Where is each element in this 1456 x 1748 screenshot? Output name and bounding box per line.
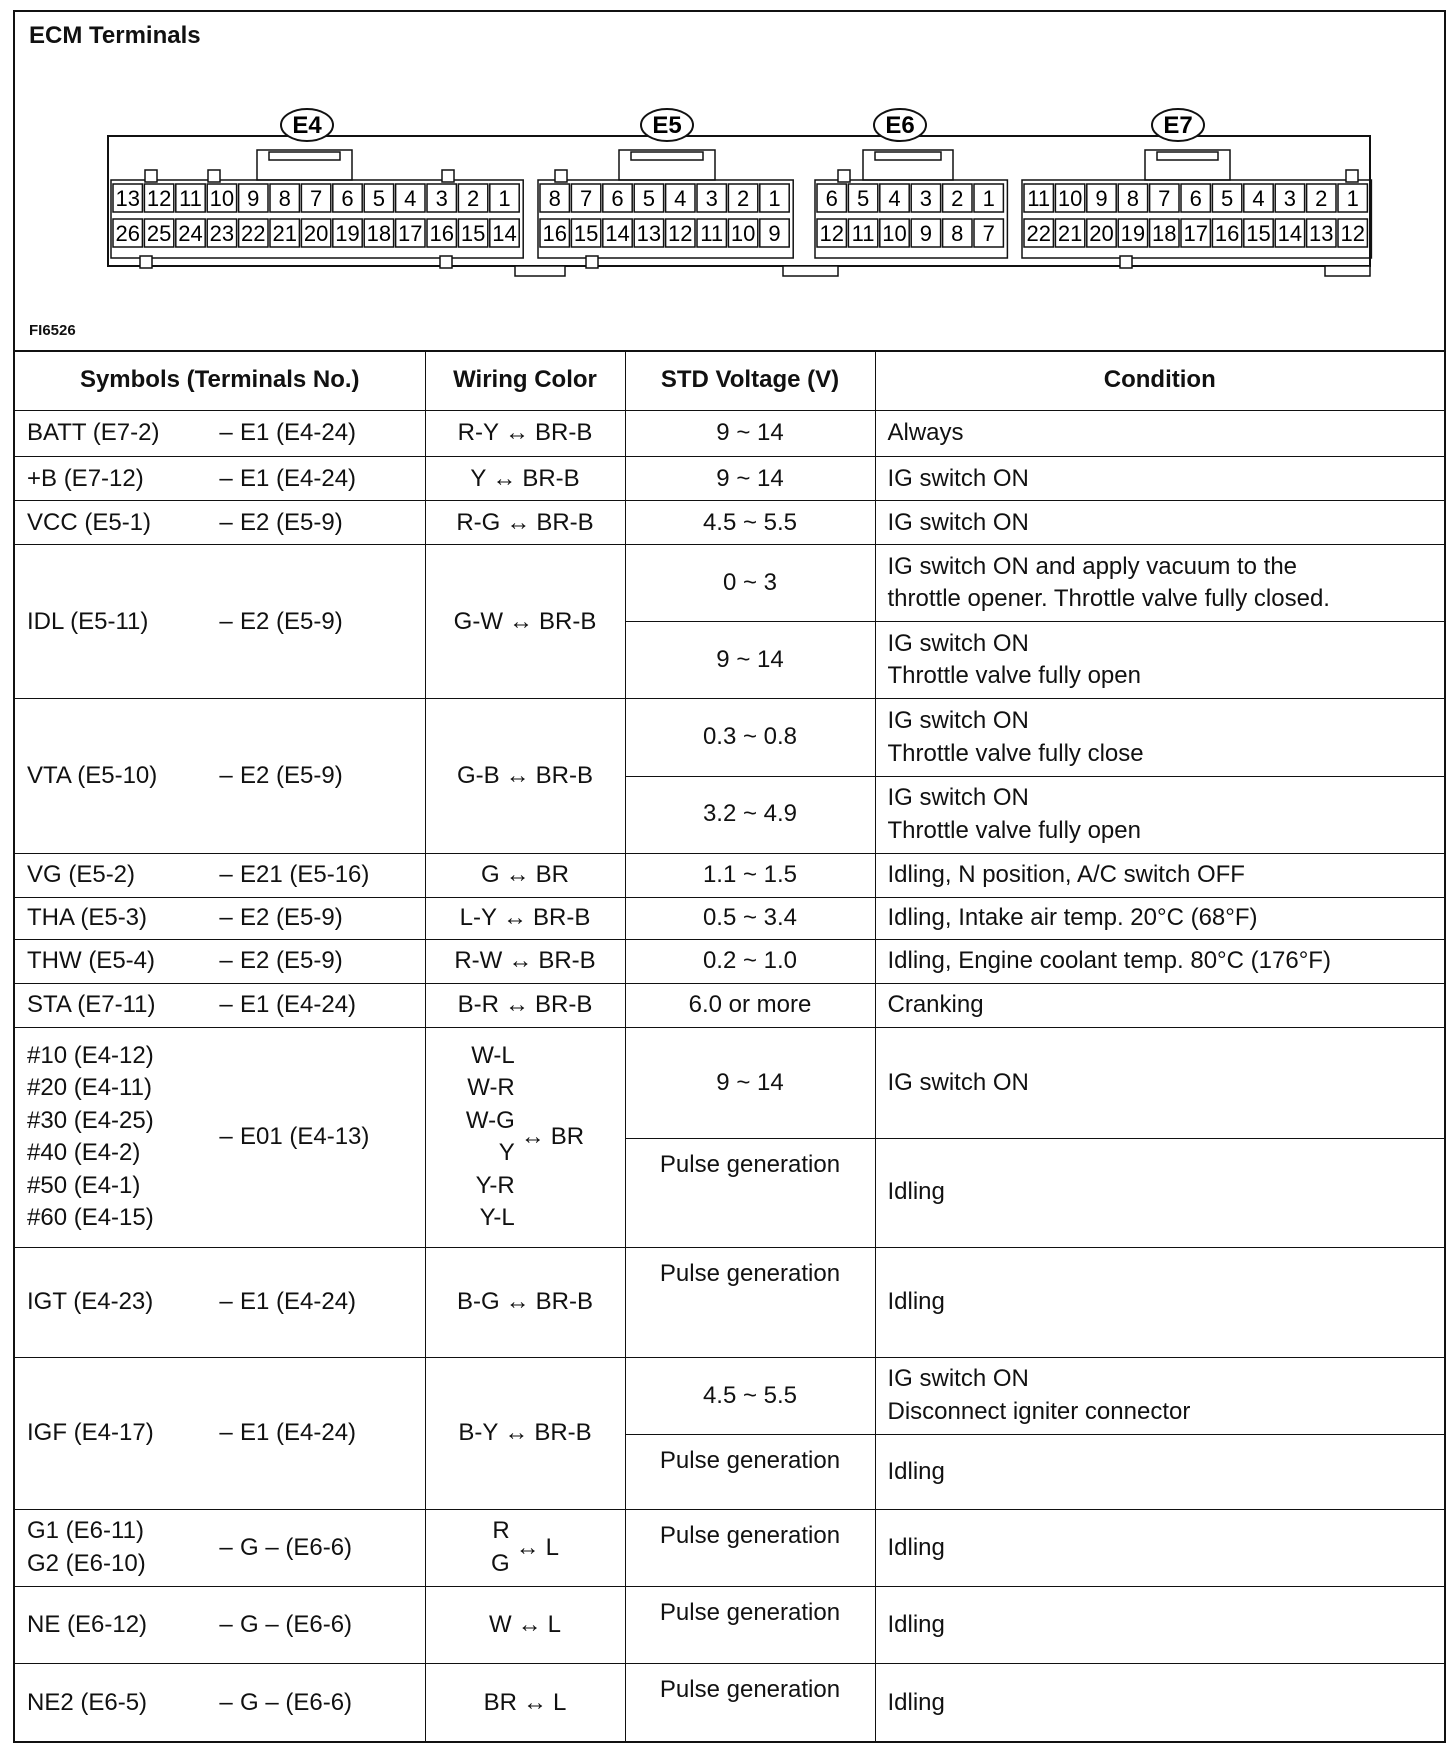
table-row: VG (E5-2) – E21 (E5-16) G ↔ BR 1.1 ~ 1.5 Idling, N position, A/C switch OFF [15, 853, 1444, 897]
condition: IG switch ON [875, 501, 1444, 545]
condition: Always [875, 411, 1444, 457]
ground-terminal: E2 (E5-9) [240, 761, 343, 789]
table-row: NE2 (E6-5) – G – (E6-6) BR ↔ L Pulse generation Idling [15, 1664, 1444, 1743]
ground-terminal: E2 (E5-9) [240, 904, 343, 932]
std-voltage: 9 ~ 14 [625, 1027, 875, 1138]
terminal-spec-table [15, 350, 1444, 1743]
wire-color: B-G [456, 1287, 500, 1315]
connector-svg [15, 12, 1444, 312]
wire-color: Y-R [475, 1171, 515, 1199]
pin-number: 10 [1057, 186, 1083, 211]
table-row: BATT (E7-2) – E1 (E4-24) R-Y ↔ BR-B 9 ~ 14 Always [15, 411, 1444, 457]
housing-lug [440, 256, 452, 268]
pin-number: 19 [1120, 221, 1146, 246]
pin-number: 5 [856, 186, 870, 211]
connector-label: E7 [1163, 112, 1193, 139]
std-voltage: 3.2 ~ 4.9 [625, 776, 875, 853]
arrow-icon: ↔ [515, 1533, 540, 1561]
pin-number: 6 [341, 186, 354, 211]
pin-number: 3 [1283, 186, 1297, 211]
condition: Idling [875, 1664, 1444, 1743]
pin-number: 11 [179, 186, 202, 211]
arrow-icon: ↔ [508, 947, 533, 975]
housing-lug [208, 170, 220, 182]
pin-number: 21 [1057, 221, 1083, 246]
std-voltage: 0.2 ~ 1.0 [625, 939, 875, 983]
table-row: THA (E5-3) – E2 (E5-9) L-Y ↔ BR-B 0.5 ~ 3.4 Idling, Intake air temp. 20°C (68°F) [15, 897, 1444, 939]
arrow-icon: ↔ [505, 1287, 530, 1315]
condition: IG switch ON [887, 1365, 1029, 1393]
pin-number: 15 [573, 221, 599, 246]
terminal-symbol: THW (E5-4) [27, 947, 155, 975]
pin-number: 4 [1252, 186, 1265, 211]
wire-color: Y [470, 464, 487, 492]
std-voltage: Pulse generation [625, 1138, 875, 1247]
condition: Throttle valve fully close [887, 739, 1144, 767]
pin-number: 22 [1026, 221, 1051, 246]
terminal-symbol: VCC (E5-1) [27, 508, 152, 536]
arrow-icon: ↔ [505, 991, 529, 1019]
condition: Cranking [875, 983, 1444, 1027]
terminal-symbol: BATT (E7-2) [27, 419, 160, 447]
condition: IG switch ON [875, 1027, 1444, 1138]
table-row: #10 (E4-12) #20 (E4-11) #30 (E4-25) #40 (E4-2) #50 (E4-1) #60 (E4-15) – E01 (E4-13) W-L W-R W-G Y Y-R Y-L ↔ BR 9 ~ 14 IG switch ON [15, 1027, 1444, 1138]
header-condition: Condition [875, 351, 1444, 411]
terminal-symbol: G1 (E6-11) [27, 1517, 144, 1545]
std-voltage: Pulse generation [625, 1586, 875, 1663]
pin-number: 5 [372, 186, 386, 211]
std-voltage: 9 ~ 14 [625, 622, 875, 699]
wire-color: W-G [465, 1106, 515, 1134]
pin-number: 25 [146, 221, 172, 246]
pin-number: 4 [674, 186, 687, 211]
condition: IG switch ON [887, 630, 1029, 657]
table-row: VCC (E5-1) – E2 (E5-9) R-G ↔ BR-B 4.5 ~ 5.5 IG switch ON [15, 501, 1444, 545]
header-symbols: Symbols (Terminals No.) [15, 351, 425, 411]
terminal-symbol: +B (E7-12) [27, 464, 144, 492]
wire-color: R [492, 1517, 510, 1545]
connector-diagram [15, 12, 1444, 352]
std-voltage: 0.5 ~ 3.4 [625, 897, 875, 939]
std-voltage: 4.5 ~ 5.5 [625, 501, 875, 545]
pin-number: 16 [1214, 221, 1240, 246]
connector-latch [875, 152, 941, 160]
condition: Idling [875, 1586, 1444, 1663]
wire-color: R-W [454, 947, 503, 975]
housing-lug [1120, 256, 1132, 268]
arrow-icon: ↔ [505, 861, 530, 889]
terminal-symbol: #60 (E4-15) [27, 1203, 154, 1231]
pin-number: 22 [241, 221, 266, 246]
pin-number: 3 [435, 186, 448, 211]
wire-color: Y [498, 1139, 515, 1167]
connector-latch [631, 152, 703, 160]
std-voltage: 6.0 or more [625, 983, 875, 1027]
std-voltage: 0.3 ~ 0.8 [625, 699, 875, 776]
arrow-icon: ↔ [503, 904, 527, 932]
condition: IG switch ON [887, 784, 1029, 812]
terminal-symbol: IDL (E5-11) [27, 607, 149, 635]
pin-number: 13 [115, 186, 140, 211]
ground-terminal: E1 (E4-24) [240, 419, 357, 447]
table-row: STA (E7-11) – E1 (E4-24) B-R ↔ BR-B 6.0 or more Cranking [15, 983, 1444, 1027]
table-row: IGF (E4-17) – E1 (E4-24) B-Y ↔ BR-B 4.5 ~ 5.5 IG switch ON Disconnect igniter connector [15, 1357, 1444, 1434]
arrow-icon: ↔ [517, 1610, 542, 1638]
header-row [15, 351, 1444, 411]
housing-lug [140, 256, 152, 268]
arrow-icon: ↔ [492, 464, 517, 492]
table-row: VTA (E5-10) – E2 (E5-9) G-B ↔ BR-B 0.3 ~ 0.8 IG switch ON Throttle valve fully close [15, 699, 1444, 776]
table-row: G1 (E6-11) G2 (E6-10) – G – (E6-6) R G ↔ L Pulse generation Idling [15, 1509, 1444, 1586]
ground-terminal: E1 (E4-24) [240, 464, 357, 492]
table-row: +B (E7-12) – E1 (E4-24) Y ↔ BR-B 9 ~ 14 IG switch ON [15, 457, 1444, 501]
ground-terminal: E2 (E5-9) [240, 508, 343, 536]
pin-number: 9 [1095, 186, 1108, 211]
condition: IG switch ON [875, 457, 1444, 501]
pin-number: 14 [1277, 221, 1303, 246]
pin-number: 19 [335, 221, 360, 246]
header-std-voltage: STD Voltage (V) [625, 351, 875, 411]
pin-number: 9 [768, 221, 781, 246]
ground-terminal: G – (E6-6) [240, 1610, 353, 1638]
housing-lug [838, 170, 850, 182]
pin-number: 8 [548, 186, 561, 211]
ecm-terminals-page [13, 10, 1446, 1743]
condition: Throttle valve fully open [887, 816, 1141, 844]
wire-color: R-Y [457, 419, 499, 447]
terminal-symbol: #20 (E4-11) [27, 1074, 152, 1102]
pin-number: 20 [303, 221, 329, 246]
ground-terminal: G – (E6-6) [240, 1689, 353, 1717]
pin-number: 3 [705, 186, 718, 211]
table-row: IGT (E4-23) – E1 (E4-24) B-G ↔ BR-B Pulse generation Idling [15, 1247, 1444, 1357]
pin-number: 21 [272, 221, 297, 246]
pin-number: 12 [668, 221, 693, 246]
wire-color: B-R [457, 991, 499, 1019]
pin-number: 10 [730, 221, 756, 246]
std-voltage: Pulse generation [625, 1434, 875, 1509]
pin-number: 13 [636, 221, 662, 246]
arrow-icon: ↔ [504, 1419, 529, 1447]
std-voltage: 1.1 ~ 1.5 [625, 853, 875, 897]
wire-color: W-R [467, 1074, 515, 1102]
connector-latch [269, 152, 340, 160]
arrow-icon: ↔ [506, 508, 531, 536]
housing-foot [783, 266, 838, 276]
terminal-symbol: VTA (E5-10) [27, 761, 158, 789]
condition: IG switch ON [887, 707, 1029, 735]
housing-lug [586, 256, 598, 268]
pin-number: 2 [736, 186, 750, 211]
pin-number: 10 [209, 186, 235, 211]
housing-lug [442, 170, 454, 182]
terminal-symbol: NE2 (E6-5) [27, 1689, 148, 1717]
terminal-symbol: #40 (E4-2) [27, 1139, 141, 1167]
pin-number: 12 [1340, 221, 1365, 246]
terminal-symbol: #50 (E4-1) [27, 1171, 141, 1199]
ground-terminal: E2 (E5-9) [240, 947, 343, 975]
wire-color: Y-L [479, 1203, 515, 1231]
arrow-icon: ↔ [508, 607, 533, 635]
pin-number: 9 [247, 186, 260, 211]
pin-number: 15 [460, 221, 486, 246]
wire-color: W-L [471, 1042, 515, 1070]
connector-label: E5 [652, 112, 682, 139]
pin-number: 18 [366, 221, 392, 246]
wire-color: BR [483, 1689, 517, 1717]
terminal-symbol: STA (E7-11) [27, 991, 156, 1019]
pin-number: 23 [209, 221, 235, 246]
housing-foot [515, 266, 565, 276]
pin-number: 11 [1027, 186, 1051, 211]
pin-number: 6 [825, 186, 838, 211]
pin-number: 8 [951, 221, 964, 246]
terminal-symbol: #30 (E4-25) [27, 1106, 154, 1134]
condition: Idling [875, 1138, 1444, 1247]
pin-number: 26 [115, 221, 140, 246]
std-voltage: 9 ~ 14 [625, 411, 875, 457]
housing-lug [555, 170, 567, 182]
pin-number: 4 [404, 186, 417, 211]
pin-number: 10 [882, 221, 907, 246]
terminal-symbol: VG (E5-2) [27, 861, 136, 889]
wire-color: B-Y [458, 1419, 499, 1447]
wire-color: W [488, 1610, 512, 1638]
arrow-icon: ↔ [505, 761, 530, 789]
figure-code: FI6526 [29, 322, 76, 339]
condition: Disconnect igniter connector [887, 1397, 1191, 1425]
terminal-symbol: G2 (E6-10) [27, 1549, 146, 1577]
pin-number: 9 [919, 221, 933, 246]
table-row: IDL (E5-11) – E2 (E5-9) G-W ↔ BR-B 0 ~ 3 IG switch ON and apply vacuum to the throttle opener. Throttle valve fully closed. [15, 545, 1444, 622]
housing-foot [1325, 266, 1370, 276]
header-wiring-color: Wiring Color [425, 351, 625, 411]
pin-number: 1 [498, 186, 511, 211]
pin-number: 11 [851, 221, 875, 246]
condition: Idling [875, 1434, 1444, 1509]
ground-terminal: E21 (E5-16) [240, 861, 370, 889]
ground-terminal: E1 (E4-24) [240, 991, 357, 1019]
pin-number: 1 [1346, 186, 1359, 211]
pin-number: 2 [1315, 186, 1328, 211]
pin-number: 8 [278, 186, 291, 211]
std-voltage: 4.5 ~ 5.5 [625, 1357, 875, 1434]
terminal-symbol: THA (E5-3) [27, 904, 148, 932]
std-voltage: Pulse generation [625, 1247, 875, 1357]
pin-number: 12 [146, 186, 172, 211]
pin-number: 12 [819, 221, 844, 246]
condition: throttle opener. Throttle valve fully closed. [887, 585, 1330, 613]
pin-number: 2 [466, 186, 480, 211]
arrow-icon: ↔ [522, 1689, 547, 1717]
pin-number: 8 [1126, 186, 1140, 211]
pin-number: 3 [919, 186, 933, 211]
pin-number: 7 [1158, 186, 1171, 211]
wire-color: G-B [456, 761, 500, 789]
condition: Idling, Engine coolant temp. 80°C (176°F) [875, 939, 1444, 983]
pin-number: 1 [768, 186, 781, 211]
wire-color: G [480, 861, 500, 889]
pin-number: 24 [178, 221, 203, 246]
housing-lug [145, 170, 157, 182]
pin-number: 13 [1309, 221, 1334, 246]
pin-number: 16 [429, 221, 454, 246]
arrow-icon: ↔ [505, 419, 529, 447]
arrow-icon: ↔ [520, 1122, 545, 1150]
condition: Idling [875, 1247, 1444, 1357]
pin-number: 11 [700, 221, 724, 246]
std-voltage: 9 ~ 14 [625, 457, 875, 501]
wire-color: G [490, 1549, 510, 1577]
pin-number: 14 [492, 221, 517, 246]
condition: Idling [875, 1509, 1444, 1586]
condition: Throttle valve fully open [887, 662, 1141, 690]
housing-lug [1346, 170, 1358, 182]
pin-number: 6 [1189, 186, 1202, 211]
connector-label: E4 [292, 112, 322, 139]
pin-number: 7 [309, 186, 323, 211]
pin-number: 6 [611, 186, 624, 211]
terminal-symbol: #10 (E4-12) [27, 1042, 154, 1070]
pin-number: 4 [888, 186, 901, 211]
wire-color: L-Y [459, 904, 497, 932]
ground-terminal: E01 (E4-13) [240, 1122, 370, 1150]
pin-number: 20 [1089, 221, 1114, 246]
terminal-symbol: NE (E6-12) [27, 1610, 148, 1638]
ground-terminal: E1 (E4-24) [240, 1419, 357, 1447]
ground-terminal: E1 (E4-24) [240, 1287, 357, 1315]
wire-color: R-G [456, 508, 501, 536]
pin-number: 18 [1152, 221, 1177, 246]
pin-number: 15 [1246, 221, 1271, 246]
connector-label: E6 [885, 112, 915, 139]
connector-latch [1157, 152, 1218, 160]
pin-number: 5 [1220, 186, 1234, 211]
ground-terminal: G – (E6-6) [240, 1533, 353, 1561]
table-row: THW (E5-4) – E2 (E5-9) R-W ↔ BR-B 0.2 ~ 1.0 Idling, Engine coolant temp. 80°C (176°F) [15, 939, 1444, 983]
pin-number: 7 [982, 221, 995, 246]
std-voltage: Pulse generation [625, 1509, 875, 1586]
ground-terminal: E2 (E5-9) [240, 607, 343, 635]
terminal-symbol: IGF (E4-17) [27, 1419, 154, 1447]
pin-number: 16 [542, 221, 567, 246]
std-voltage: Pulse generation [625, 1664, 875, 1743]
pin-number: 1 [982, 186, 995, 211]
wire-color: G-W [453, 607, 503, 635]
pin-number: 17 [1183, 221, 1208, 246]
condition: IG switch ON and apply vacuum to the [887, 552, 1298, 580]
pin-number: 5 [642, 186, 656, 211]
std-voltage: 0 ~ 3 [625, 545, 875, 622]
pin-number: 14 [605, 221, 630, 246]
pin-number: 17 [398, 221, 423, 246]
terminal-symbol: IGT (E4-23) [27, 1287, 154, 1315]
pin-number: 2 [951, 186, 964, 211]
condition: Idling, Intake air temp. 20°C (68°F) [875, 897, 1444, 939]
table-row: NE (E6-12) – G – (E6-6) W ↔ L Pulse generation Idling [15, 1586, 1444, 1663]
condition: Idling, N position, A/C switch OFF [875, 853, 1444, 897]
diagram-title: ECM Terminals [29, 22, 201, 49]
pin-number: 7 [579, 186, 593, 211]
